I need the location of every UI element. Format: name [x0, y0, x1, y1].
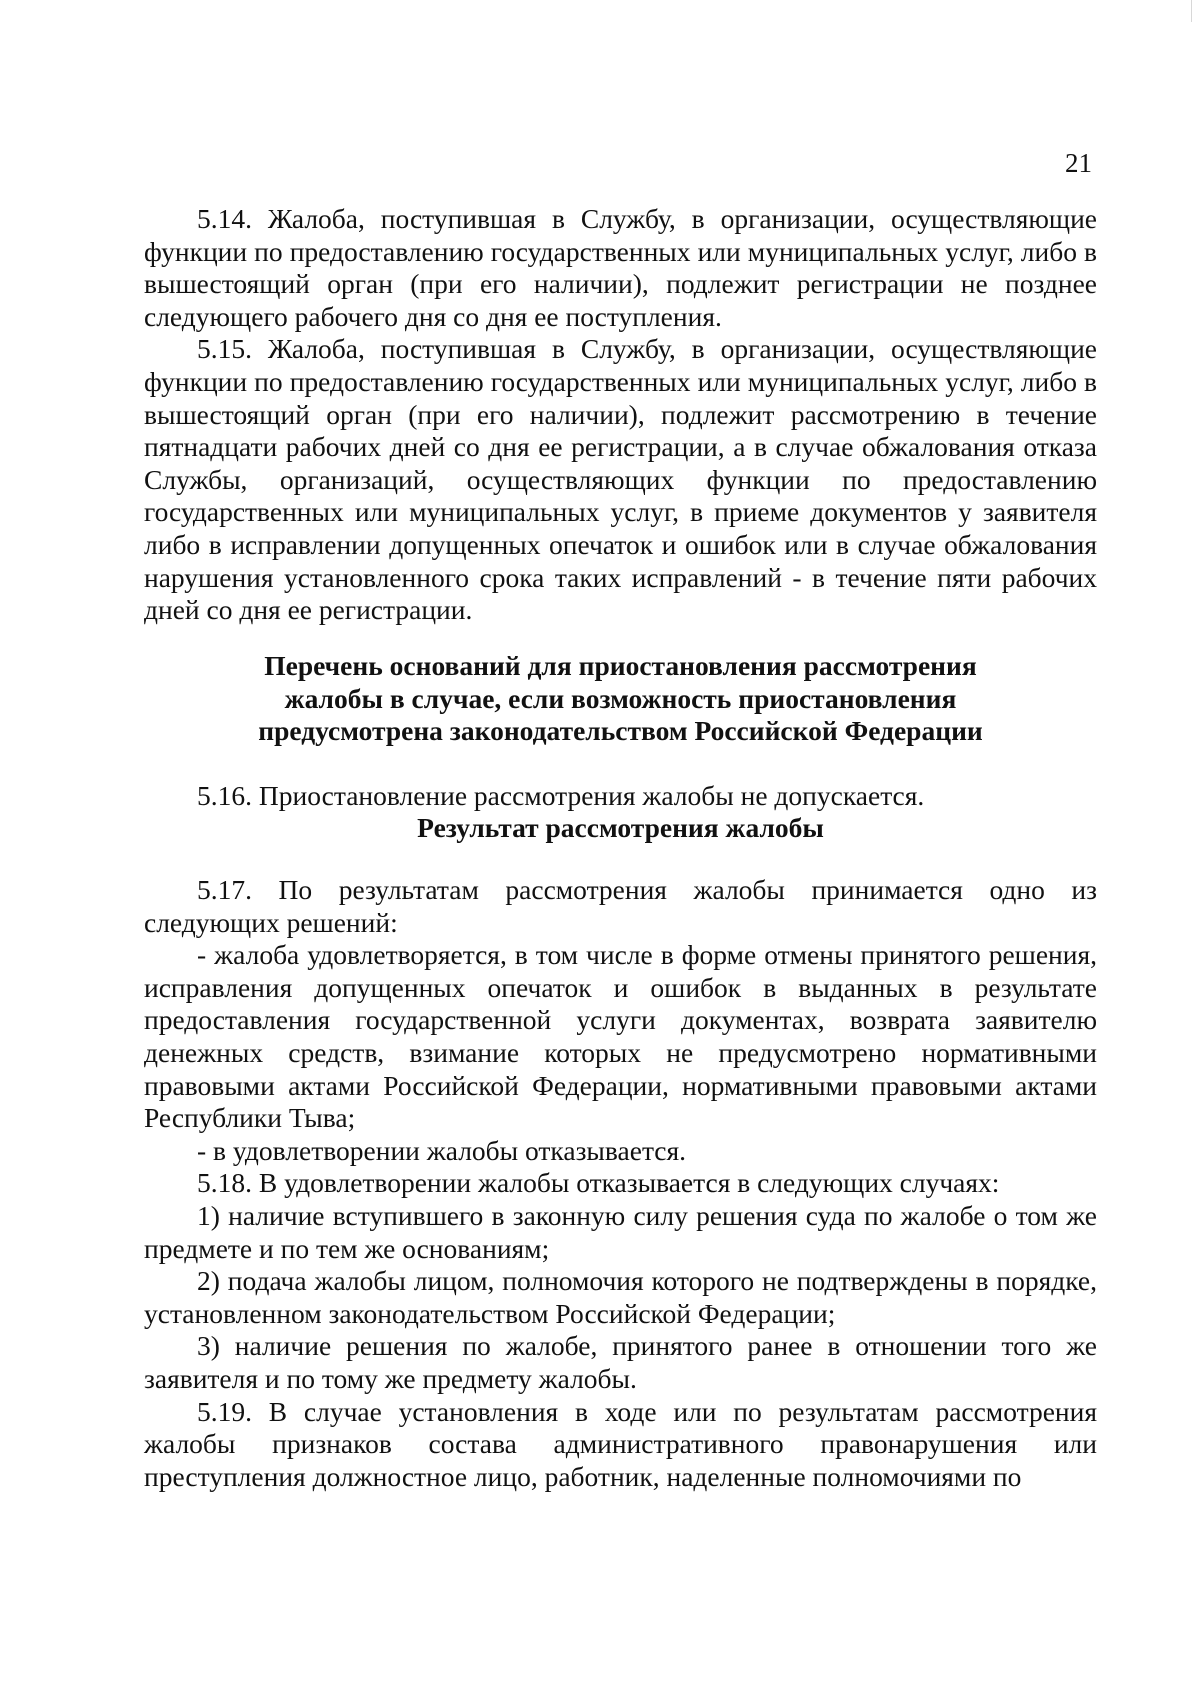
- section-block-review-result: [144, 874, 1097, 1493]
- paragraph-5-14: 5.14. Жалоба, поступившая в Службу, в организации, осуществляющие функции по предоставлению государственных или муниципальных услуг, либо в вышестоящий орган (при его наличии), подлежит регистрации не позднее следующего рабочего дня со дня ее поступления.: [144, 203, 1097, 332]
- heading-line: Результат рассмотрения жалобы: [417, 812, 824, 843]
- paragraph-5-15: 5.15. Жалоба, поступившая в Службу, в организации, осуществляющие функции по предоставлению государственных или муниципальных услуг, либо в вышестоящий орган (при его наличии), подлежит рассмотрению в течение пятнадцати рабочих дней со дня ее регистрации, а в случае обжалования отказа Службы, организаций, осуществляющих функции по предоставлению государственных или муниципальных услуг, в приеме документов у заявителя либо в исправлении допущенных опечаток и ошибок или в случае обжалования нарушения установленного срока таких исправлений - в течение пяти рабочих дней со дня ее регистрации.: [144, 333, 1097, 626]
- paragraph-5-18: 5.18. В удовлетворении жалобы отказывается в следующих случаях:: [197, 1167, 1000, 1199]
- section-block-complaint-registration: [144, 203, 1097, 627]
- heading-suspension-grounds: [144, 650, 1097, 748]
- list-item-complaint-satisfied: - жалоба удовлетворяется, в том числе в форме отмены принятого решения, исправления допущенных опечаток и ошибок в выданных в результате предоставления государственной услуги документах, возврата заявителю денежных средств, взимание которых не предусмотрено нормативными правовыми актами Российской Федерации, нормативными правовыми актами Республики Тыва;: [144, 939, 1097, 1134]
- scan-edge-mark: [1191, 0, 1192, 22]
- list-item-refusal-3: 3) наличие решения по жалобе, принятого ранее в отношении того же заявителя и по тому же предмету жалобы.: [144, 1330, 1097, 1394]
- page-number: 21: [1065, 148, 1092, 178]
- section-block-suspension: [144, 780, 1097, 813]
- heading-line: предусмотрена законодательством Российской Федерации: [258, 715, 983, 747]
- paragraph-5-16: 5.16. Приостановление рассмотрения жалобы не допускается.: [197, 780, 925, 811]
- heading-line: жалобы в случае, если возможность приостановления: [284, 682, 957, 714]
- paragraph-5-17: 5.17. По результатам рассмотрения жалобы принимается одно из следующих решений:: [144, 874, 1097, 938]
- paragraph-5-19: 5.19. В случае установления в ходе или по результатам рассмотрения жалобы признаков состава административного правонарушения или преступления должностное лицо, работник, наделенные полномочиями по: [144, 1395, 1097, 1492]
- heading-line: Перечень оснований для приостановления рассмотрения: [264, 650, 977, 681]
- list-item-complaint-refused: - в удовлетворении жалобы отказывается.: [197, 1134, 687, 1166]
- heading-review-result: [144, 812, 1097, 845]
- list-item-refusal-2: 2) подача жалобы лицом, полномочия которого не подтверждены в порядке, установленном законодательством Российской Федерации;: [144, 1265, 1097, 1329]
- list-item-refusal-1: 1) наличие вступившего в законную силу решения суда по жалобе о том же предмете и по тем же основаниям;: [144, 1199, 1097, 1264]
